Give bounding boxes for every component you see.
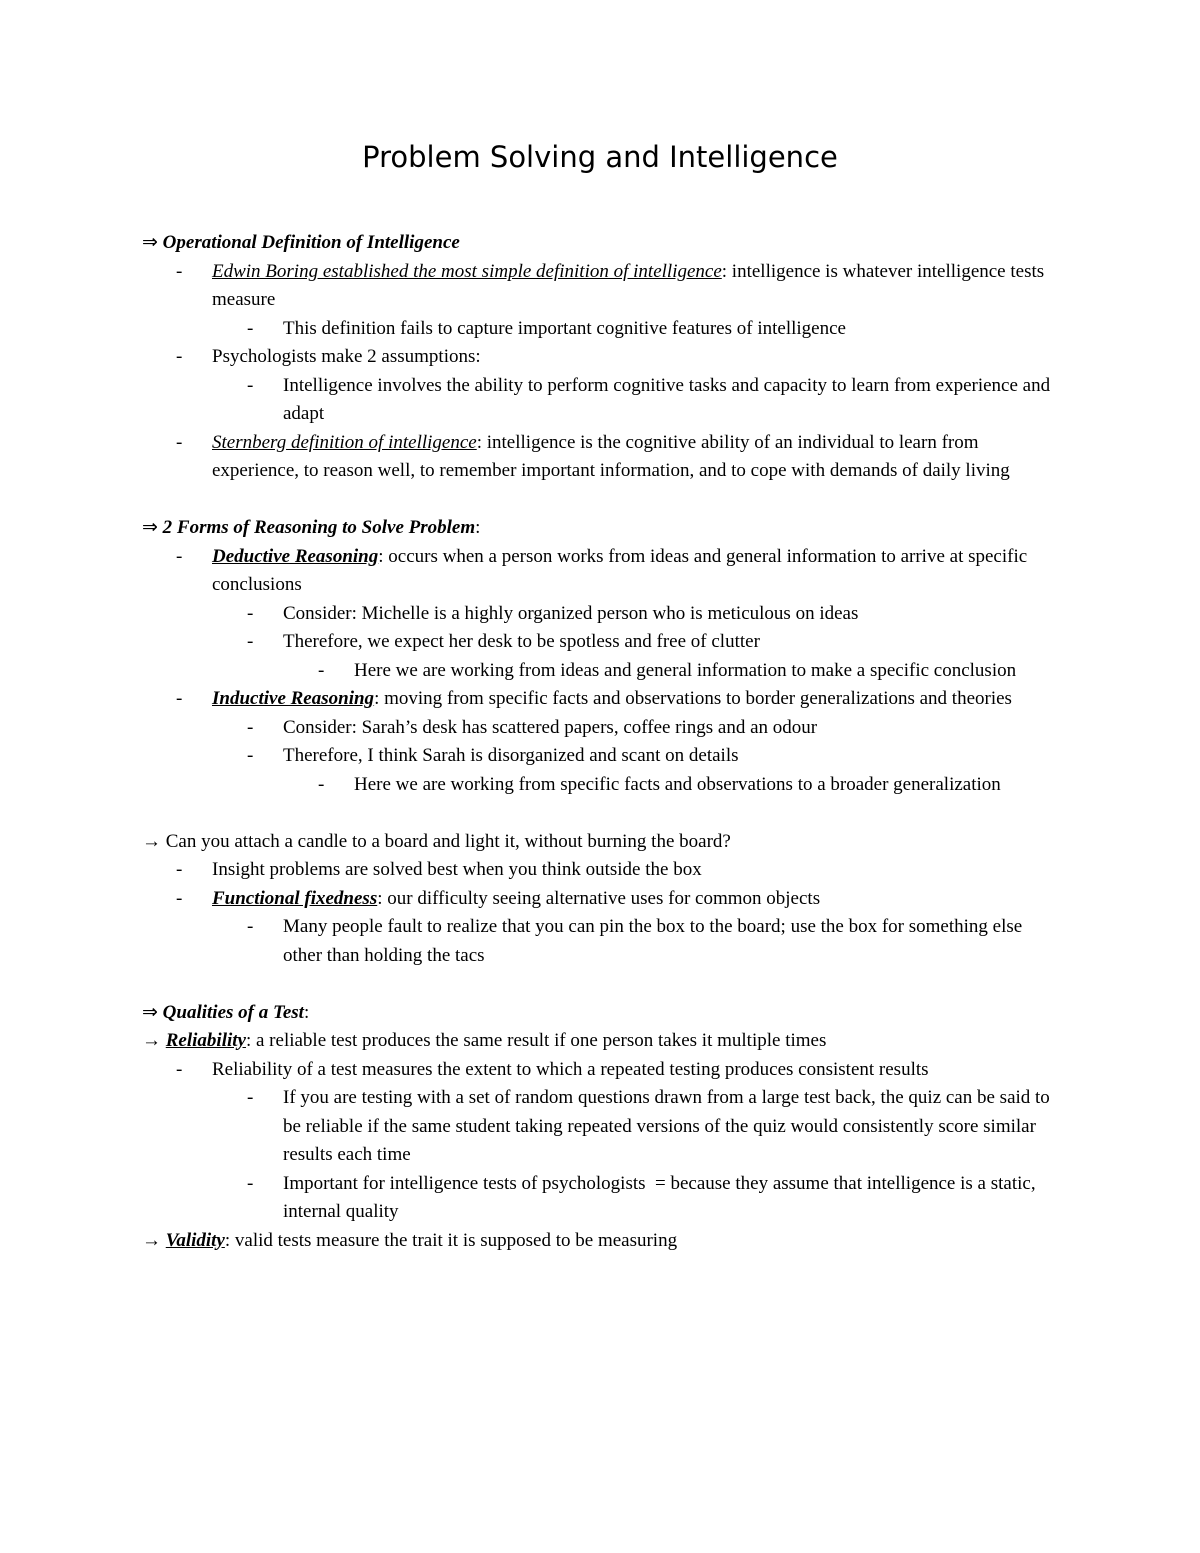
dash-bullet: -: [247, 602, 254, 624]
list-item: - This definition fails to capture important cognitive features of intelligence: [142, 315, 1062, 344]
list-item: - Reliability of a test measures the extent to which a repeated testing produces consistent results - If you are testing with a set of random questions drawn from a large test back, the quiz can be said to be reliable if the same student taking repeated versions of the quiz would consistently score similar results each time - Important for intelligence tests of psychologists = because they assume that intelligence is a static, internal quality: [142, 1056, 1062, 1227]
list-item: - Important for intelligence tests of psychologists = because they assume that intelligence is a static, internal quality: [142, 1170, 1062, 1227]
dash-bullet: -: [247, 1172, 254, 1194]
list-item: - Many people fault to realize that you can pin the box to the board; use the box for something else other than holding the tacs: [142, 913, 1062, 970]
double-arrow-icon: ⇒: [142, 232, 158, 253]
list-item: - Functional fixedness: our difficulty seeing alternative uses for common objects - Many people fault to realize that you can pin the box to the board; use the box for something else other than holding the tacs: [142, 885, 1062, 971]
dash-bullet: -: [176, 545, 183, 567]
dash-bullet: -: [176, 431, 183, 453]
dash-bullet: -: [247, 631, 254, 652]
list-item: - Deductive Reasoning: occurs when a person works from ideas and general information to arrive at specific conclusions - Consider: Michelle is a highly organized person who is meticulous on ideas - Therefore, we expect her desk to be spotless and free of clutter - Here we are working from ideas and general information to make a specific conclusion: [142, 543, 1062, 686]
double-arrow-icon: ⇒: [142, 517, 158, 538]
bullet-list: [142, 543, 1062, 800]
list-item: - Consider: Michelle is a highly organized person who is meticulous on ideas: [142, 600, 1062, 629]
term: Edwin Boring established the most simple definition of intelligence: [212, 260, 722, 282]
term: Deductive Reasoning: [212, 545, 379, 567]
dash-bullet: -: [176, 688, 183, 709]
sub-list: [142, 714, 1062, 800]
dash-bullet: -: [247, 374, 254, 396]
section-heading-operational-definition: ⇒ Operational Definition of Intelligence: [142, 232, 460, 253]
dash-bullet: -: [176, 1058, 183, 1080]
list-item: - Insight problems are solved best when you think outside the box: [142, 856, 1062, 885]
sub-list: [142, 600, 1062, 686]
right-arrow-icon: →: [142, 1030, 161, 1051]
dash-bullet: -: [176, 346, 183, 367]
dash-bullet: -: [247, 745, 254, 766]
list-item: - Therefore, we expect her desk to be spotless and free of clutter - Here we are working from ideas and general information to make a specific conclusion: [142, 628, 1062, 685]
sub-list: [142, 315, 1062, 344]
sub-sub-list: [142, 657, 1062, 686]
page-title: Problem Solving and Intelligence: [362, 140, 838, 174]
term: Functional fixedness: [212, 887, 378, 909]
sub-list: [142, 1084, 1062, 1227]
list-item: - Consider: Sarah’s desk has scattered papers, coffee rings and an odour: [142, 714, 1062, 743]
list-item: - Therefore, I think Sarah is disorganized and scant on details - Here we are working from specific facts and observations to a broader generalization: [142, 742, 1062, 799]
dash-bullet: -: [176, 887, 183, 909]
document-body: [142, 229, 1062, 1255]
bullet-list: [142, 856, 1062, 970]
bullet-list: [142, 1056, 1062, 1227]
list-item: - If you are testing with a set of random questions drawn from a large test back, the quiz can be said to be reliable if the same student taking repeated versions of the quiz would consistently score similar results each time: [142, 1084, 1062, 1170]
section-heading-forms-of-reasoning: ⇒ 2 Forms of Reasoning to Solve Problem:: [142, 517, 481, 538]
dash-bullet: -: [176, 859, 183, 880]
right-arrow-icon: →: [142, 1229, 161, 1251]
term: Validity: [165, 1229, 225, 1251]
validity-line: → Validity: valid tests measure the trait it is supposed to be measuring: [142, 1229, 678, 1251]
bullet-list: [142, 258, 1062, 486]
dash-bullet: -: [247, 1087, 254, 1108]
list-item: - Sternberg definition of intelligence: intelligence is the cognitive ability of an individual to learn from experience, to reason well, to remember important information, and to cope with demands of daily living: [142, 429, 1062, 486]
dash-bullet: -: [247, 916, 254, 937]
term: Reliability: [165, 1030, 246, 1051]
section-heading-qualities-of-test: ⇒ Qualities of a Test:: [142, 1001, 310, 1023]
section-heading-candle-problem: → Can you attach a candle to a board and light it, without burning the board?: [142, 830, 731, 852]
list-item: - Edwin Boring established the most simple definition of intelligence: intelligence is whatever intelligence tests measure - This definition fails to capture important cognitive features of intelligence: [142, 258, 1062, 344]
sub-list: [142, 372, 1062, 429]
dash-bullet: -: [318, 659, 325, 681]
list-item: - Here we are working from specific facts and observations to a broader generalization: [142, 771, 1062, 800]
list-item: - Psychologists make 2 assumptions: - Intelligence involves the ability to perform cognitive tasks and capacity to learn from experience and adapt: [142, 343, 1062, 429]
dash-bullet: -: [176, 260, 183, 282]
right-arrow-icon: →: [142, 830, 161, 852]
term: Inductive Reasoning: [212, 688, 375, 709]
reliability-line: → Reliability: a reliable test produces the same result if one person takes it multiple times: [142, 1030, 827, 1051]
sub-list: [142, 913, 1062, 970]
sub-sub-list: [142, 771, 1062, 800]
dash-bullet: -: [247, 716, 254, 738]
term: Sternberg definition of intelligence: [212, 431, 477, 453]
list-item: - Intelligence involves the ability to perform cognitive tasks and capacity to learn from experience and adapt: [142, 372, 1062, 429]
double-arrow-icon: ⇒: [142, 1001, 158, 1023]
dash-bullet: -: [247, 317, 254, 339]
list-item: - Inductive Reasoning: moving from specific facts and observations to border generalizations and theories - Consider: Sarah’s desk has scattered papers, coffee rings and an odour - Therefore, I think Sarah is disorganized and scant on details - Here we are working from specific facts and observations to a broader generalization: [142, 685, 1062, 799]
list-item: - Here we are working from ideas and general information to make a specific conclusion: [142, 657, 1062, 686]
dash-bullet: -: [318, 773, 325, 795]
